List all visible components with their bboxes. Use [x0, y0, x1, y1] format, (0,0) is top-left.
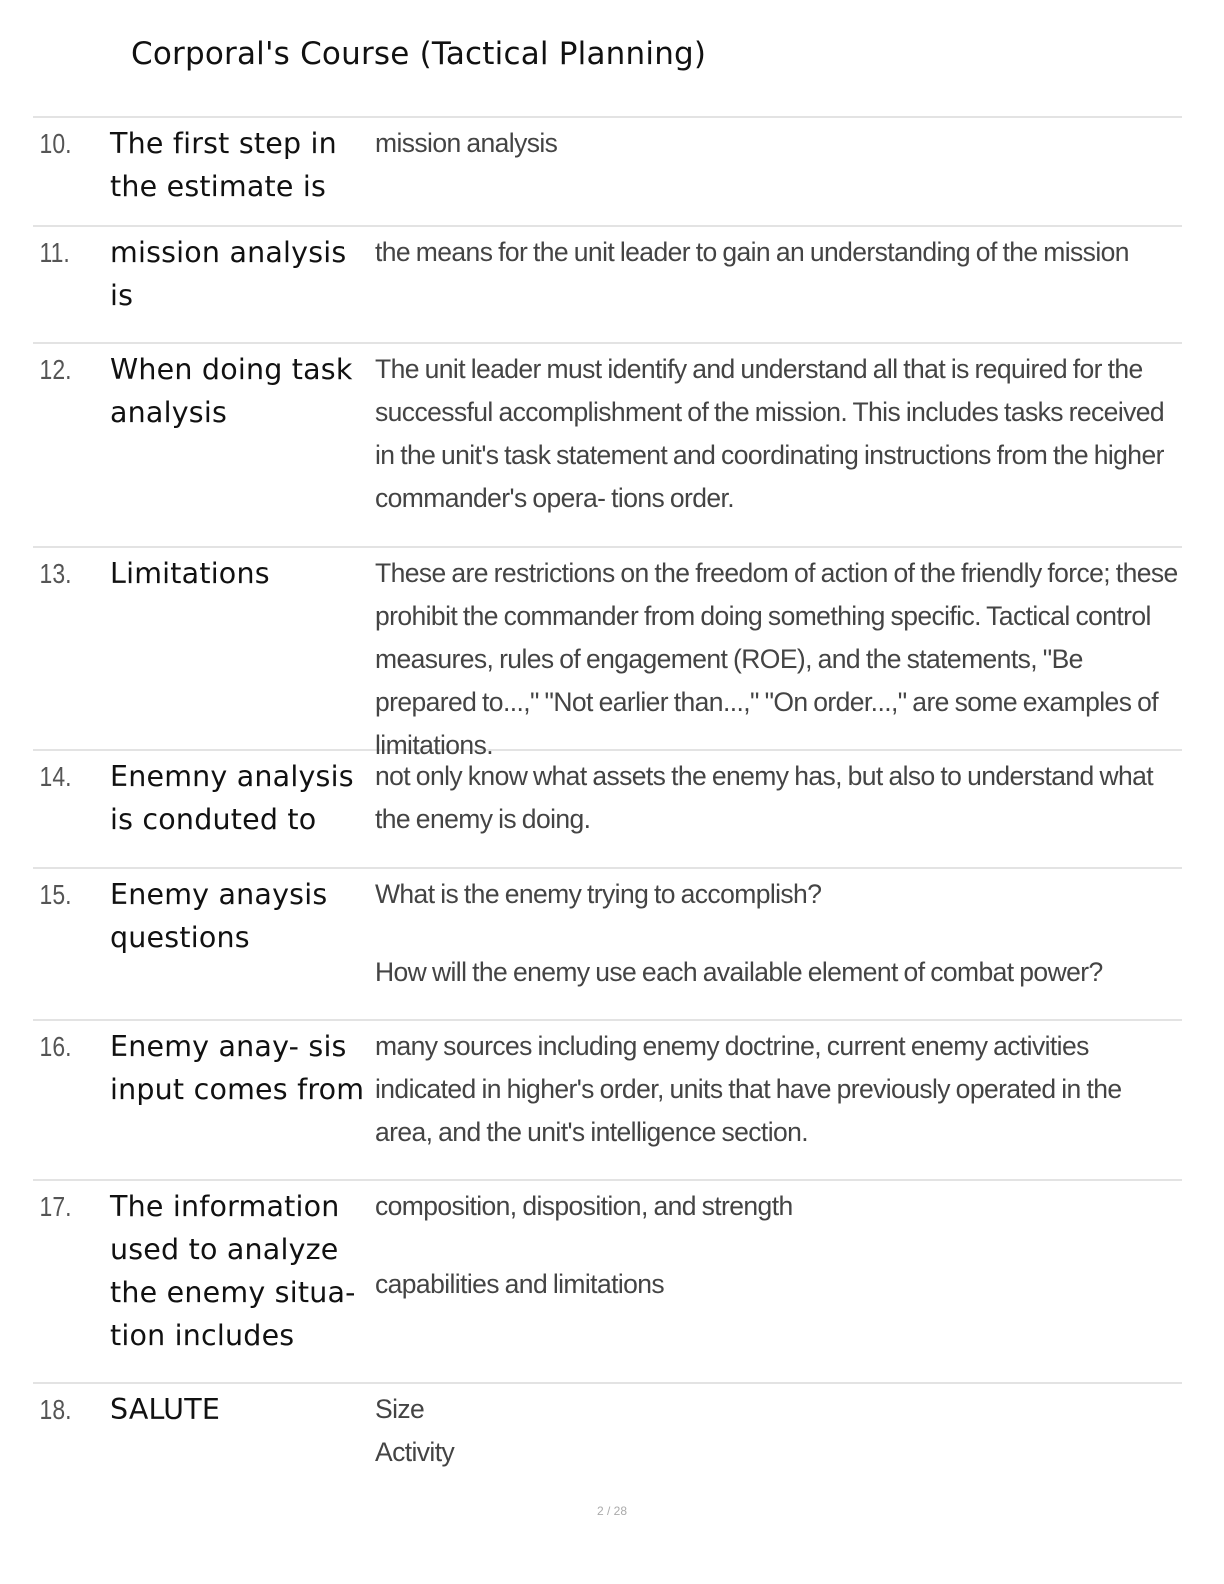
card-definition	[375, 1181, 1182, 1306]
definition-text: not only know what assets the enemy has, but also to understand what the enemy is doing.	[375, 761, 1154, 834]
card-definition	[375, 1021, 1182, 1154]
card-definition	[375, 548, 1182, 767]
card-number: 17.	[39, 1191, 72, 1222]
card-term: Enemny analysis is conduted to	[110, 760, 354, 836]
flashcard	[33, 1382, 1182, 1492]
card-term: Enemy anaysis questions	[110, 878, 328, 954]
document-title: Corporal's Course (Tactical Planning)	[131, 36, 707, 72]
card-term: Enemy anay- sis input comes from	[110, 1030, 365, 1106]
card-term: The first step in the estimate is	[110, 127, 337, 203]
flashcard	[33, 342, 1182, 546]
card-number: 18.	[39, 1394, 72, 1425]
card-definition	[375, 118, 1182, 165]
definition-text: The unit leader must identify and understand all that is required for the successful accomplishment of the mission. This includes tasks received in the unit's task statement and coordinating instructions from the higher commander's opera- tions order.	[375, 354, 1165, 513]
card-term: The information used to analyze the enemy situa- tion includes	[110, 1190, 356, 1352]
card-definition	[375, 344, 1182, 520]
definition-text: These are restrictions on the freedom of action of the friendly force; these prohibit the commander from doing something specific. Tactical control measures, rules of engagement (ROE), and the statements, "Be prepared to...," "Not earlier than...," "On order...," are some examples of limitations.	[375, 558, 1178, 760]
definition-text: Activity	[375, 1437, 455, 1467]
card-number: 15.	[39, 879, 72, 910]
definition-text: What is the enemy trying to accomplish?	[375, 879, 822, 909]
card-term: Limitations	[110, 557, 270, 590]
card-definition	[375, 1384, 1182, 1474]
card-number: 13.	[39, 558, 72, 589]
card-term: SALUTE	[110, 1393, 221, 1426]
definition-text: How will the enemy use each available element of combat power?	[375, 957, 1103, 987]
card-definition	[375, 869, 1182, 994]
card-number: 14.	[39, 761, 72, 792]
definition-text: mission analysis	[375, 128, 558, 158]
card-term: When doing task analysis	[110, 353, 353, 429]
flashcard-list	[33, 116, 1182, 1492]
card-term: mission analysis is	[110, 236, 347, 312]
flashcard	[33, 116, 1182, 225]
definition-text: many sources including enemy doctrine, current enemy activities indicated in higher's order, units that have previously operated in the area, and the unit's intelligence section.	[375, 1031, 1122, 1147]
definition-text: composition, disposition, and strength	[375, 1191, 793, 1221]
flashcard	[33, 546, 1182, 760]
card-number: 10.	[39, 128, 72, 159]
flashcard	[33, 225, 1182, 342]
flashcard	[33, 867, 1182, 1019]
definition-text: the means for the unit leader to gain an understanding of the mission	[375, 237, 1129, 267]
card-definition	[375, 751, 1182, 841]
definition-text: capabilities and limitations	[375, 1269, 665, 1299]
flashcard	[33, 1019, 1182, 1179]
definition-text: Size	[375, 1394, 425, 1424]
flashcard	[33, 749, 1182, 867]
card-number: 11.	[39, 237, 70, 268]
page-indicator: 2 / 28	[596, 1504, 628, 1518]
card-number: 12.	[39, 354, 72, 385]
card-definition	[375, 227, 1182, 274]
card-number: 16.	[39, 1031, 72, 1062]
flashcard	[33, 1179, 1182, 1382]
